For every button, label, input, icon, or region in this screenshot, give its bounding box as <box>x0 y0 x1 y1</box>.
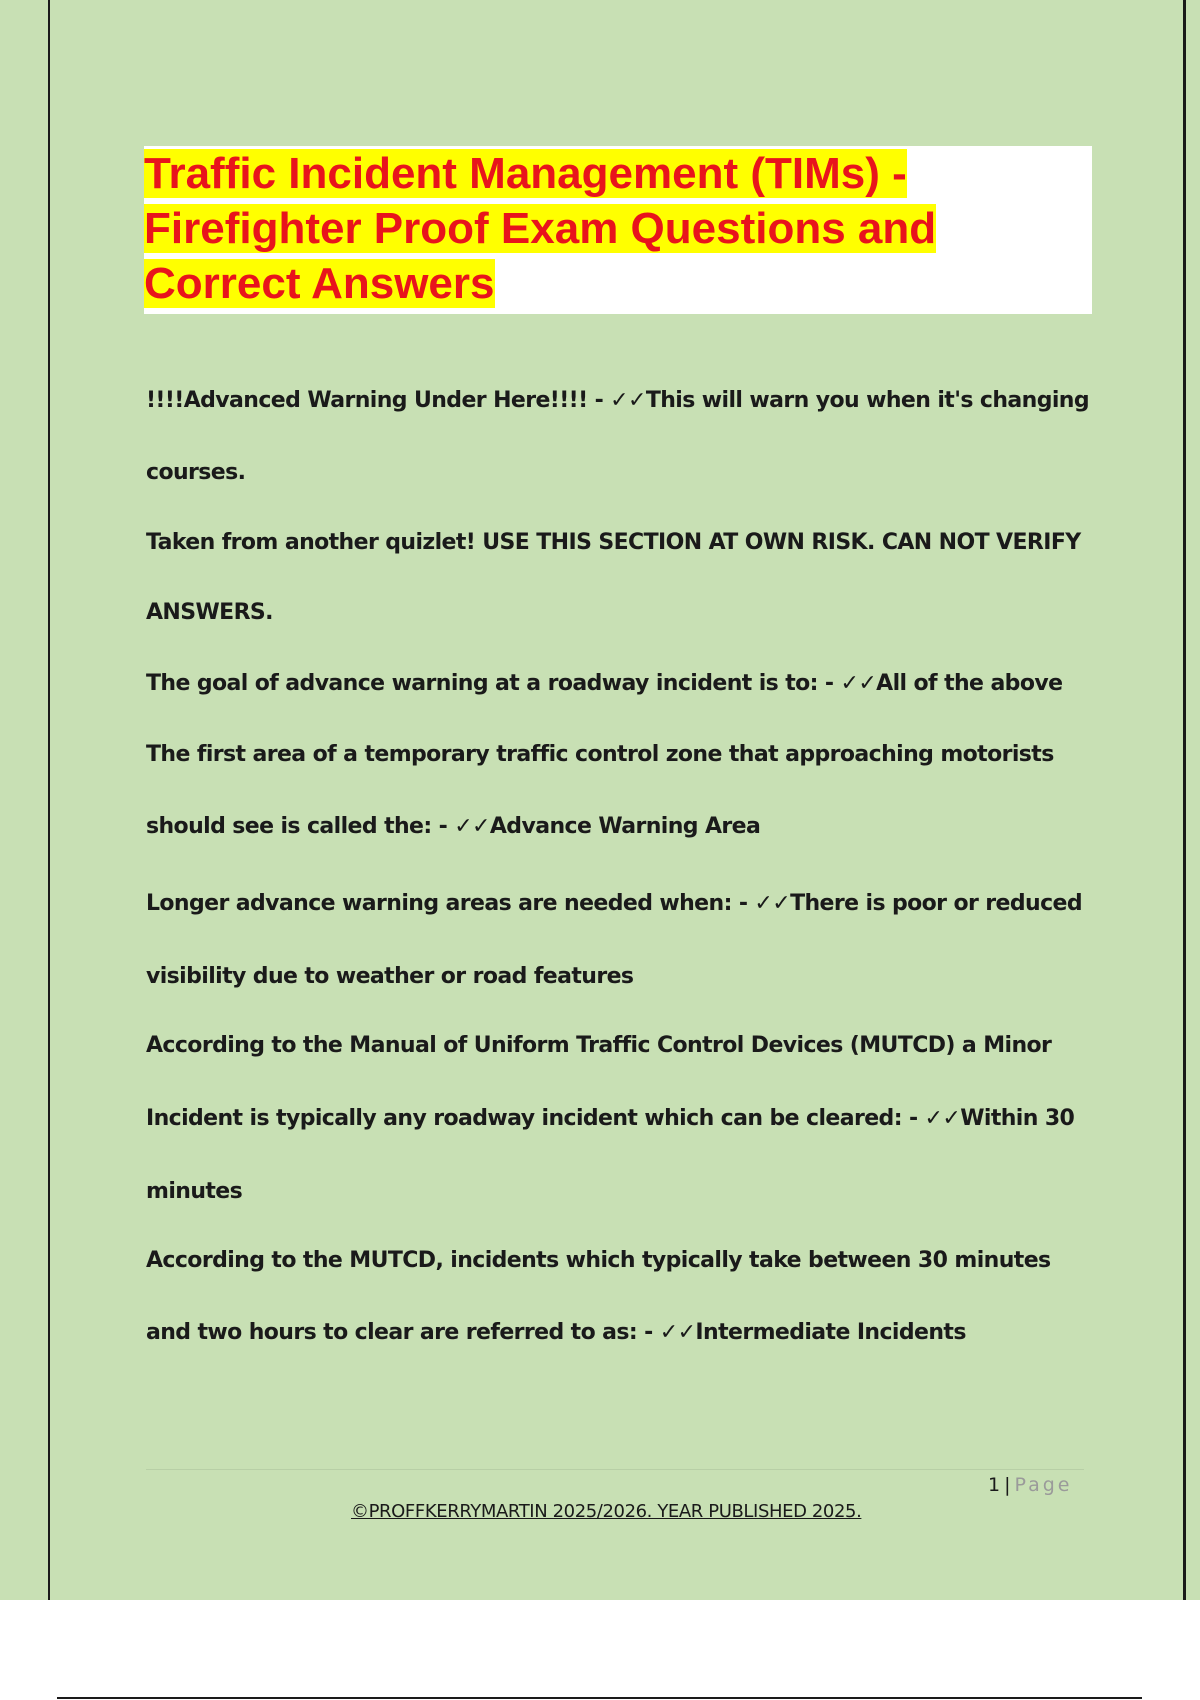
document-title <box>144 146 1092 311</box>
page-border-right <box>1183 0 1186 1600</box>
text-line: According to the Manual of Uniform Traffic Control Devices (MUTCD) a Minor <box>146 1033 1052 1058</box>
page-border-left <box>48 0 50 1600</box>
copyright-notice: ©PROFFKERRYMARTIN 2025/2026. YEAR PUBLISHED 2025. <box>351 1501 862 1522</box>
title-line-1: Traffic Incident Management (TIMs) - <box>144 149 907 198</box>
text-line: The goal of advance warning at a roadway incident is to: - ✓✓All of the above <box>146 671 1063 696</box>
text-line: courses. <box>146 460 246 485</box>
text-line: Taken from another quizlet! USE THIS SECTION AT OWN RISK. CAN NOT VERIFY <box>146 530 1081 555</box>
title-line-3: Correct Answers <box>144 259 495 308</box>
page-number <box>988 1474 1073 1496</box>
text-line: The first area of a temporary traffic control zone that approaching motorists <box>146 742 1054 767</box>
text-line: and two hours to clear are referred to as: - ✓✓Intermediate Incidents <box>146 1320 966 1345</box>
text-line: visibility due to weather or road features <box>146 964 634 989</box>
text-line: Incident is typically any roadway incident which can be cleared: - ✓✓Within 30 <box>146 1106 1075 1131</box>
page-number-value: 1 <box>988 1474 1001 1496</box>
footer-divider <box>146 1469 1084 1470</box>
text-line: According to the MUTCD, incidents which typically take between 30 minutes <box>146 1248 1051 1273</box>
bottom-rule <box>57 1697 1142 1699</box>
title-box <box>144 146 1092 314</box>
text-line: Longer advance warning areas are needed when: - ✓✓There is poor or reduced <box>146 891 1082 916</box>
title-line-2: Firefighter Proof Exam Questions and <box>144 204 937 253</box>
text-line: ANSWERS. <box>146 600 273 625</box>
text-line: should see is called the: - ✓✓Advance Warning Area <box>146 814 761 839</box>
text-line: !!!!Advanced Warning Under Here!!!! - ✓✓This will warn you when it's changing <box>146 388 1090 413</box>
page-word: Page <box>1014 1474 1073 1496</box>
text-line: minutes <box>146 1179 243 1204</box>
page-number-separator: | <box>1004 1474 1011 1496</box>
